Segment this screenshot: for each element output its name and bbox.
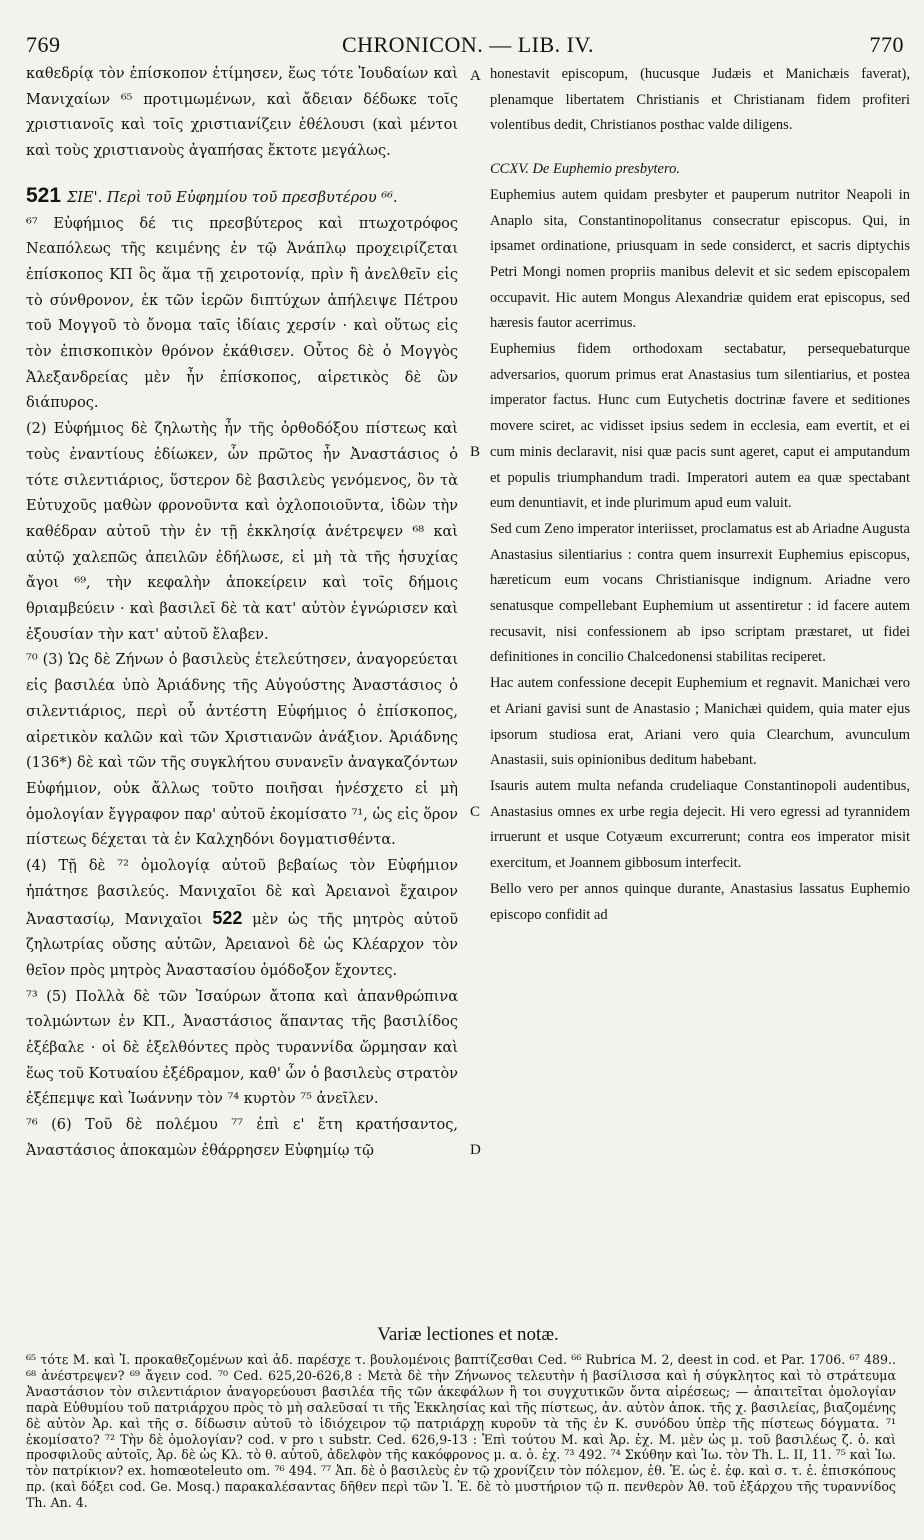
latin-paragraph-2: Euphemius autem quidam presbyter et pauperum nutritor Neapoli in Anaplo sita, Constantinopolitanus consecratur episcopus. Qui, in ipsamet ordinatione, priusquam in sede considerct, et sacris diptychis Petri Mongi nomen propriis manibus delevit et sic sedem episcopalem occupavit. Hic autem Mongus Alexandriæ quidem erat episcopus, sed hæresis fautor acerrimus. bbox=[490, 186, 910, 332]
margin-gutter bbox=[466, 62, 490, 1324]
latin-paragraph-7: Bello vero per annos quinque durante, Anastasius lassatus Euphemio episcopo confidit ad bbox=[490, 880, 910, 923]
latin-section-heading: CCXV. De Euphemio presbytero. bbox=[490, 161, 680, 178]
greek-column bbox=[26, 62, 466, 1324]
greek-paragraph-2: ⁶⁷ Εὐφήμιος δέ τις πρεσβύτερος καὶ πτωχοτρόφος Νεαπόλεως τῆς κειμένης ἐν τῷ Ἀνάπλῳ προχειρίζεται ἐπίσκοπος ΚΠ ὃς ἅμα τῇ χειροτονίᾳ, πρὶν ἢ ἀνελθεῖν εἰς τὸ σύνθρονον, ἐκ τῶν ἱερῶν διπτύχων ἀπήλειψε Πέτρου τοῦ Μογγοῦ τὸ ὄνομα ταῖς ἰδίαις χερσίν · καὶ οὕτως εἰς τὸν ἐπισκοπικὸν θρόνον ἐκάθισεν. Οὗτος δὲ ὁ Μογγὸς Ἀλεξανδρείας μὲν ἦν ἐπίσκοπος, αἱρετικὸς δὲ ὢν διάπυρος. bbox=[26, 215, 458, 412]
latin-paragraph-1: honestavit episcopum, (hucusque Judæis et Manichæis faverat), plenamque libertatem Christianis et Christianam fidem profiteri volentibus dedit, Christianos posthac valde diligens. bbox=[490, 66, 910, 134]
spacer bbox=[490, 139, 910, 157]
greek-paragraph-4: ⁷⁰ (3) Ὡς δὲ Ζήνων ὁ βασιλεὺς ἐτελεύτησεν, ἀναγορεύεται εἰς βασιλέα ὑπὸ Ἀριάδνης τῆς Αὐγούστης Ἀναστάσιος ὁ σιλεντιάριος, περὶ οὗ ἀντέστη Εὐφήμιος ὁ ἐπίσκοπος, αἱρετικὸν καλῶν καὶ τῶν Χριστιανῶν ἀνάξιον. Ἀριάδνης (136*) δὲ καὶ τῶν τῆς συγκλήτου συνανεῖν ἀναγκαζόντων Εὐφήμιον, οὐκ ἄλλως τοῦτο ποιῆσαι ἠνέσχετο εἰ μὴ ὁμολογίαν ἔγγραφον παρ' αὐτοῦ ἐκομίσατο ⁷¹, ὡς εἰς ὅρον πίστεως δέχεται τὰ ἐν Καλχηδόνι δογματισθέντα. bbox=[26, 652, 458, 849]
greek-paragraph-1: καθεδρίᾳ τὸν ἐπίσκοπον ἐτίμησεν, ἕως τότε Ἰουδαίων καὶ Μανιχαίων ⁶⁵ προτιμωμένων, καὶ ἄδειαν δέδωκε τοῖς χριστιανοῖς καὶ τοῖς χριστιανίζειν ἐθέλουσι (καὶ μέντοι καὶ τοὺς χριστιανοὺς ἀγαπήσας ἔκτοτε μεγάλως. bbox=[26, 66, 458, 160]
margin-letter-c: C bbox=[470, 804, 481, 820]
greek-heading-text: ΣΙΕ'. Περὶ τοῦ Εὐφημίου τοῦ πρεσβυτέρου ⁶⁶. bbox=[67, 189, 398, 206]
greek-paragraph-5-b: μὲν ὡς τῆς μητρὸς αὐτοῦ ζηλωτρίας οὔσης αὐτῶν, Ἀρειανοὶ δὲ ὡς Κλέαρχον τὸν θεῖον πρὸς μητρὸς Ἀναστασίου ὁμόδοξον ἔχοντες. bbox=[26, 911, 459, 979]
notes-text: ⁶⁵ τότε M. καὶ Ἰ. προκαθεζομένων καὶ ἀδ. παρέσχε τ. βουλομένοις βαπτίζεσθαι Ced. ⁶⁶ Rubrica M. 2, deest in cod. et Par. 1706. ⁶⁷ 489.. ⁶⁸ ἀνέστρεψεν? ⁶⁹ ἄγειν cod. ⁷⁰ Ced. 625,20-626,8 : Μετὰ δὲ τὴν Ζήνωνος τελευτὴν ἡ βασίλισσα καὶ ἡ σύγκλητος καὶ τὸ στράτευμα Ἀναστάσιον τὸν σιλεντιάριον ἀναγορεύουσι βασιλέα τῆς τῶν ἀκεφάλων ἢ τοι συγχυτικῶν ὄντα αἱρέσεως; — ἀπαιτεῖται ὁμολογίαν παρὰ Εὐθυμίου τοῦ πατριάρχου πρὸς τὸ μὴ σαλεῦσαί τι τῆς Ἐκκλησίας καὶ τῆς πίστεως, ἀν. αὐτὸν ἀποκ. τῆς χ. βασιλείας, βιαζομένης δὲ αὐτὸν Ἀρ. καὶ τῆς σ. δίδωσιν αὐτοῦ τὸ ἰδιόχειρον τῷ πατριάρχῃ κυροῦν τὰ τῆς ἐν Κ. συνόδου ὑπὲρ τῆς πίστεως δόγματα. ⁷¹ ἐκομίσατο? ⁷² Τὴν δὲ ὁμολογίαν? cod. v pro ι substr. Ced. 626,9-13 : Ἐπὶ τούτου Μ. καὶ Ἀρ. ἐχ. Μ. μὲν ὡς μ. τοῦ βασιλέως ζ. ὁ. καὶ προσφιλοῦς αὐτοῖς, Ἀρ. δὲ ὡς Κλ. τὸ θ. αὐτοῦ, ἀδελφὸν τῆς κακόφρονος μ. α. ὁ. ἐχ. ⁷³ 492. ⁷⁴ Σκύθην καὶ Ἰω. τὸν Th. L. II, 11. ⁷⁵ καὶ Ἰω. τὸν πατρίκιον? ex. homœoteleuto om. ⁷⁶ 494. ⁷⁷ Ἀπ. δὲ ὁ βασιλεὺς ἐν τῷ χρονίζειν τὸν πόλεμον, ἐθ. Ἐ. ὡς ἐ. ἐφ. καὶ σ. τ. ἐ. ἐπισκόπους πρ. (καὶ δόξει cod. Ge. Mosq.) παρακαλέσαντας δῆθεν περὶ τῶν Ἰ. Ἐ. δὲ τὸ μυστήριον τῷ π. πενθερὸν Ἀθ. τοῦ ἐξάρχου τῆς τυραννίδος Th. An. 4. bbox=[26, 1352, 896, 1511]
page-number-right: 770 bbox=[869, 32, 904, 57]
greek-paragraph-5-a: (4) Τῇ δὲ ⁷² ὁμολογίᾳ αὐτοῦ βεβαίως τὸν Εὐφήμιον ἠπάτησε βασιλεύς. Μανιχαῖοι δὲ καὶ Ἀρειανοὶ ἔχαιρον Ἀναστασίῳ, Μανιχαῖοι bbox=[26, 858, 458, 928]
variae-lectiones-notes bbox=[26, 1352, 910, 1511]
greek-paragraph-6: ⁷³ (5) Πολλὰ δὲ τῶν Ἰσαύρων ἄτοπα καὶ ἀπανθρώπινα τολμώντων ἐν ΚΠ., Ἀναστάσιος ἅπαντας τῆς βασιλίδος ἐξέβαλε · οἱ δὲ ἐξελθόντες πρὸς τυραννίδα ὥρμησαν καὶ ἕως τοῦ Κοτυαίου ἐξέδραμον, καθ' ὧν ὁ βασιλεὺς στρατὸν ἐξέπεμψε καὶ Ἰωάννην τὸν ⁷⁴ κυρτὸν ⁷⁵ ἀνεῖλεν. bbox=[26, 988, 458, 1108]
two-column-body bbox=[26, 62, 910, 1324]
page-number-left: 769 bbox=[26, 32, 61, 57]
margin-letter-a: A bbox=[470, 68, 481, 84]
latin-paragraph-5: Hac autem confessione decepit Euphemium et regnavit. Manichæi vero et Ariani gavisi sunt de Anastasio ; Manichæi quidem, quia mater ejus ipsorum studiosa erat, Ariani vero quia Clearchum, avunculum Anastasii, suis opinionibus deditum habebant. bbox=[490, 675, 910, 769]
inline-marker-522: 522 bbox=[212, 907, 243, 928]
margin-letter-b: B bbox=[470, 444, 481, 460]
spacer bbox=[26, 165, 458, 183]
chapter-marker-521: 521 bbox=[26, 183, 62, 207]
margin-letter-d: D bbox=[470, 1142, 481, 1158]
latin-paragraph-4: Sed cum Zeno imperator interiisset, proclamatus est ab Ariadne Augusta Anastasius silentiarius : contra quem insurrexit Euphemius episcopus, hæreticum eum vocans Christianisque indignum. Ariadne vero senatusque compellebant Euphemium ut assentiretur : id facere autem recusavit, nisi confessionem ab ipso scriptam præstaret, ut fidei definitiones in concilio Chalcedonensi stabilitas reciperet. bbox=[490, 520, 910, 666]
variae-lectiones-title: Variæ lectiones et notæ. bbox=[377, 1324, 559, 1345]
greek-section-heading bbox=[26, 183, 458, 212]
latin-paragraph-6: Isauris autem multa nefanda crudeliaque Constantinopoli audentibus, Anastasius omnes ex urbe regia dejecit. Hi vero egressi ad tyrannidem irruerunt et usque Cotyæum excurrerunt; contra eos imperator misit exercitum, et Joannem gibbosum interfecit. bbox=[490, 777, 910, 872]
latin-column bbox=[490, 62, 910, 1324]
greek-paragraph-5 bbox=[26, 854, 458, 985]
greek-paragraph-7: ⁷⁶ (6) Τοῦ δὲ πολέμου ⁷⁷ ἐπὶ ε' ἔτη κρατήσαντος, Ἀναστάσιος ἀποκαμὼν ἐθάρρησεν Εὐφημίῳ τῷ bbox=[26, 1117, 458, 1159]
latin-paragraph-3: Euphemius fidem orthodoxam sectabatur, persequebaturque adversarios, quorum primus erat Anastasius tum silentiarius, et postea imperator factus. Hunc cum Eutychetis doctrinæ favere et seditiones movere sciret, ac vidisset ipsius sedem in ecclesia, eam evertit, et ei cum minis declaravit, nisi quæ pacis sunt ageret, caput ei amputandum et populis triumphandum tradi. Imperatori autem ea quæ spectabant eum denuntiavit, et inde plurimum apud eum valuit. bbox=[490, 341, 910, 512]
running-header bbox=[26, 30, 910, 62]
greek-paragraph-3: (2) Εὐφήμιος δὲ ζηλωτὴς ἦν τῆς ὀρθοδόξου πίστεως καὶ τοὺς ἐναντίους ἐδίωκεν, ὧν πρῶτος ἦν Ἀναστάσιος ὁ τότε σιλεντιάριος, ὕστερον δὲ βασιλεὺς γενόμενος, ὃν τὰ Εὐτυχοῦς μαθὼν φρονοῦντα καὶ ὀχλοποιοῦντα, ἰδὼν τὴν καθέδραν αὐτοῦ τὴν ἐν τῇ ἐκκλησίᾳ ἀνέτρεψεν ⁶⁸ καὶ αὐτῷ χαλεπῶς ἀπειλῶν ἐδήλωσε, εἰ μὴ τὰ τῆς ἡσυχίας ἄγοι ⁶⁹, τὴν κεφαλὴν ἀποκείρειν καὶ τοῖς δήμοις θριαμβεύειν · καὶ βασιλεῖ δὲ τὰ κατ' αὐτὸν ἐγνώρισεν καὶ ἐξουσίαν τὴν κατ' αὐτοῦ ἔλαβεν. bbox=[26, 421, 458, 643]
running-title: CHRONICON. — LIB. IV. bbox=[341, 32, 595, 57]
